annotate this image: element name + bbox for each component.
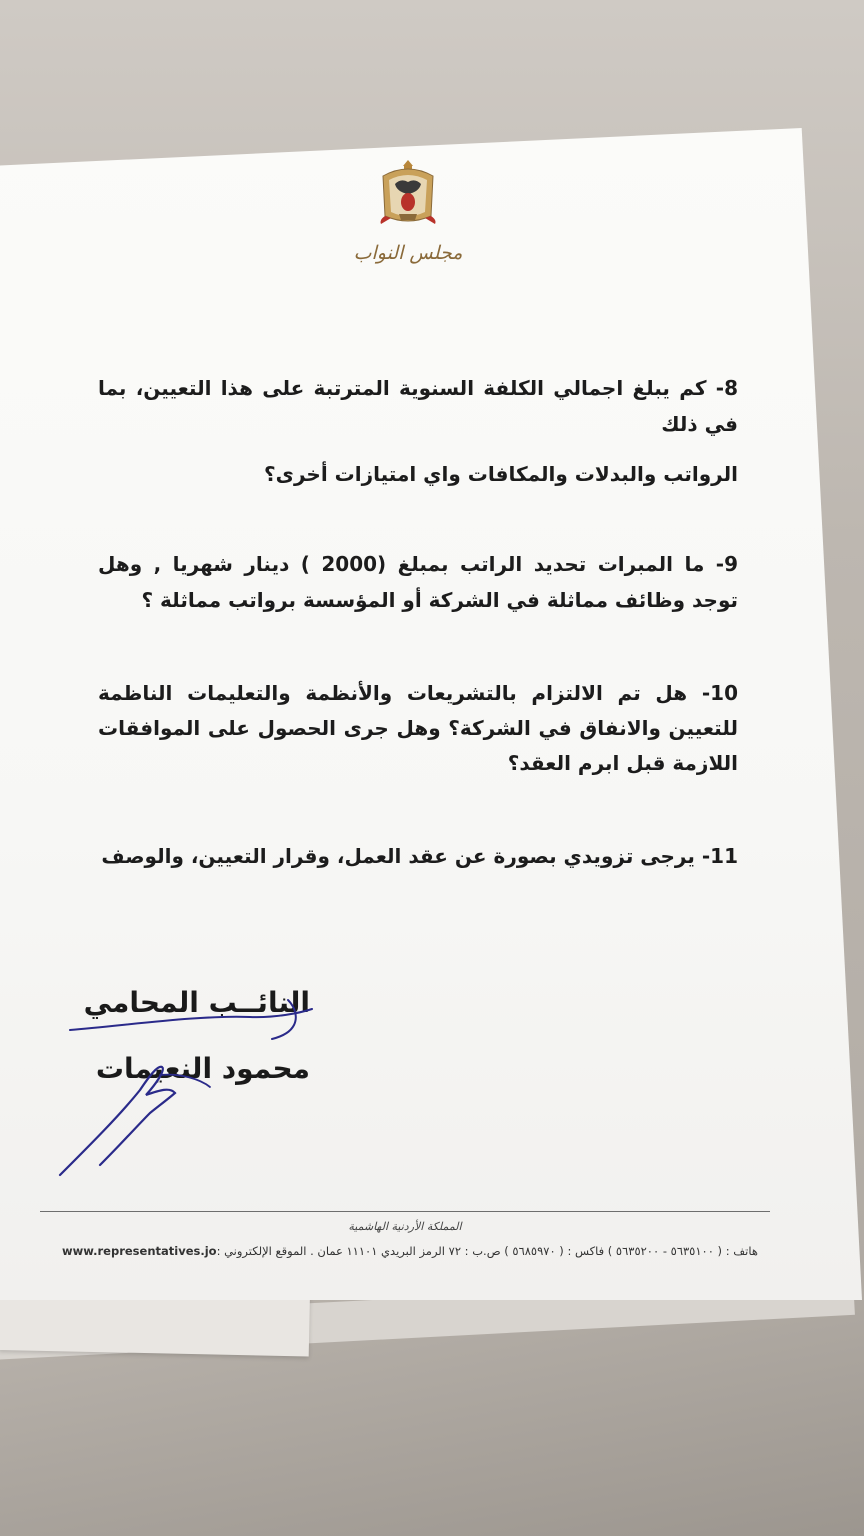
signatory-name: محمود النعيمات: [95, 1052, 310, 1085]
footer-divider: [40, 1211, 770, 1212]
footer-kingdom-name: المملكة الأردنية الهاشمية: [348, 1220, 462, 1233]
question-10: 10- هل تم الالتزام بالتشريعات والأنظمة والتعليمات الناظمة للتعيين والانفاق في الشركة؟ وهل جرى الحصول على الموافقات اللازمة قبل ابرم العقد؟: [98, 681, 738, 775]
footer-contact: [62, 1244, 758, 1258]
footer-website: www.representatives.jo: [62, 1244, 217, 1258]
question-9: 9- ما المبرات تحديد الراتب بمبلغ (2000 ) دينار شهريا , وهل توجد وظائف مماثلة في الشركة أو المؤسسة برواتب مماثلة ؟: [98, 552, 739, 612]
signatory-title: النائــب المحامي: [83, 986, 310, 1019]
question-8-line-2: الرواتب والبدلات والمكافات واي امتيازات أخرى؟: [264, 462, 738, 486]
question-11: 11- يرجى تزويدي بصورة عن عقد العمل، وقرار التعيين، والوصف: [101, 844, 738, 868]
jordan-coat-of-arms-icon: [377, 158, 439, 228]
question-8-line-1: 8- كم يبلغ اجمالي الكلفة السنوية المترتبة على هذا التعيين، بما في ذلك: [98, 376, 738, 436]
parliament-name: مجلس النواب: [353, 242, 463, 264]
handwritten-signature: [50, 995, 320, 1185]
footer-contact-info: هاتف : ( ٥٦٣٥١٠٠ - ٥٦٣٥٢٠٠ ) فاكس : ( ٥٦٨٥٩٧٠ ) ص.ب : ٧٢ الرمز البريدي ١١١٠١ عمان . الموقع الإلكتروني :: [216, 1244, 758, 1258]
